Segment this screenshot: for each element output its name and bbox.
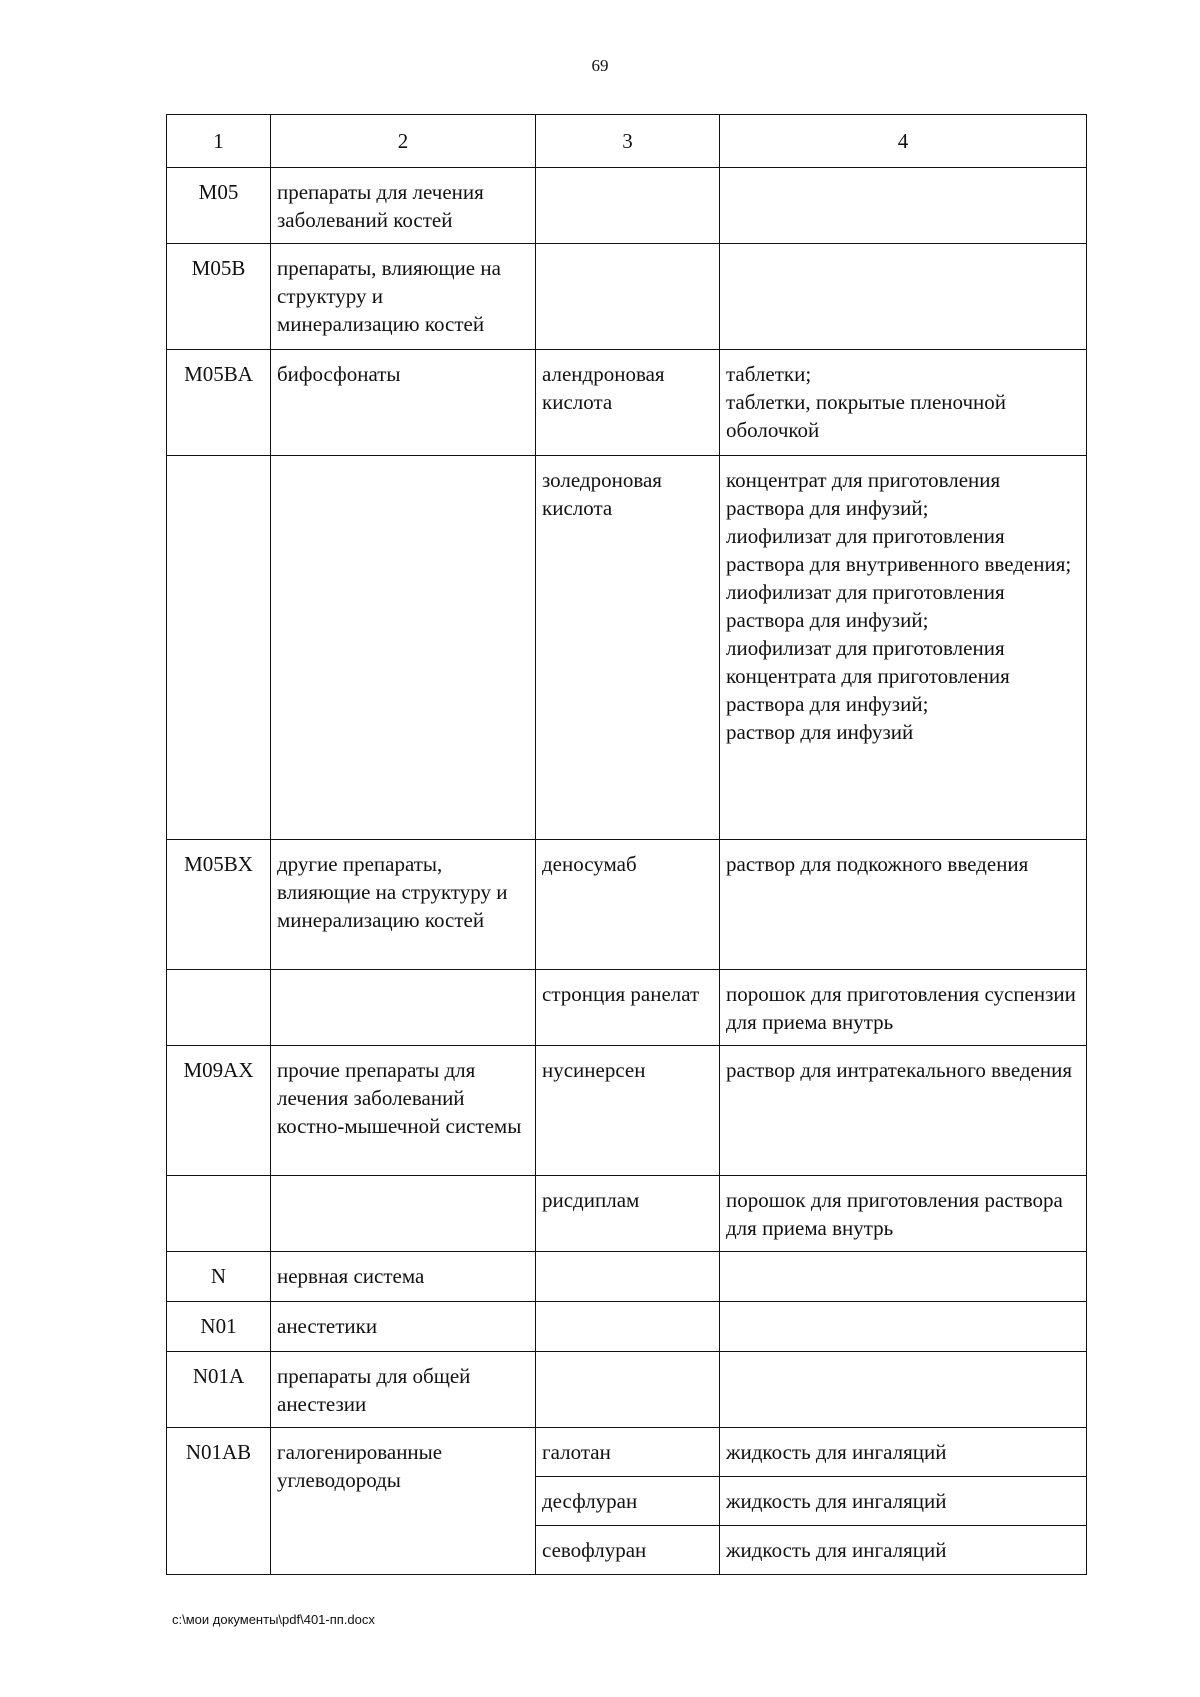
drug-name <box>536 1302 720 1352</box>
table-header-row <box>167 115 1087 168</box>
dosage-forms: жидкость для ингаляций <box>720 1477 1087 1526</box>
dosage-forms <box>720 456 1087 840</box>
atc-code: M05BX <box>167 840 271 970</box>
pharm-group <box>271 1176 536 1252</box>
table-row <box>167 1302 1087 1352</box>
dosage-form: порошок для приготовления раствора для приема внутрь <box>726 1188 1063 1240</box>
dosage-form: раствор для подкожного введения <box>726 852 1029 876</box>
dosage-forms: жидкость для ингаляций <box>720 1526 1087 1575</box>
pharm-group <box>271 456 536 840</box>
header-col-3: 3 <box>536 115 720 168</box>
dosage-form: лиофилизат для приготовления концентрата для приготовления раствора для инфузий; <box>726 636 1010 716</box>
atc-code: M05B <box>167 244 271 350</box>
drug-name <box>536 244 720 350</box>
atc-code <box>167 970 271 1046</box>
atc-code: N01AB <box>167 1428 271 1575</box>
dosage-forms <box>720 1046 1087 1176</box>
dosage-forms <box>720 1176 1087 1252</box>
atc-code <box>167 456 271 840</box>
pharm-group: бифосфонаты <box>271 350 536 456</box>
drug-name: севофлуран <box>536 1526 720 1575</box>
pharm-group: галогенированные углеводороды <box>271 1428 536 1575</box>
dosage-forms <box>720 350 1087 456</box>
footer-file-path: c:\мои документы\pdf\401-пп.docx <box>172 1612 375 1627</box>
table-row <box>167 1428 1087 1477</box>
drug-name <box>536 168 720 244</box>
drug-name: стронция ранелат <box>536 970 720 1046</box>
atc-code <box>167 1176 271 1252</box>
atc-code: N01A <box>167 1352 271 1428</box>
pharm-group: другие препараты, влияющие на структуру и минерализацию костей <box>271 840 536 970</box>
dosage-form: концентрат для приготовления раствора для инфузий; <box>726 468 1001 520</box>
pharm-group: нервная система <box>271 1252 536 1302</box>
dosage-forms <box>720 840 1087 970</box>
pharm-group: анестетики <box>271 1302 536 1352</box>
pharm-group: прочие препараты для лечения заболеваний костно-мышечной системы <box>271 1046 536 1176</box>
pharm-group: препараты для общей анестезии <box>271 1352 536 1428</box>
drug-name: алендроновая кислота <box>536 350 720 456</box>
table-row <box>167 168 1087 244</box>
dosage-form: раствор для инфузий <box>726 720 914 744</box>
dosage-forms <box>720 1252 1087 1302</box>
drug-name: галотан <box>536 1428 720 1477</box>
drug-name: десфлуран <box>536 1477 720 1526</box>
atc-code: N01 <box>167 1302 271 1352</box>
atc-code: M05BA <box>167 350 271 456</box>
drug-name: нусинерсен <box>536 1046 720 1176</box>
atc-code: M09AX <box>167 1046 271 1176</box>
table-row <box>167 1352 1087 1428</box>
dosage-forms <box>720 1352 1087 1428</box>
pharm-group <box>271 970 536 1046</box>
table-row <box>167 244 1087 350</box>
header-col-4: 4 <box>720 115 1087 168</box>
table-row <box>167 1046 1087 1176</box>
drug-table <box>166 114 1087 1575</box>
header-col-1: 1 <box>167 115 271 168</box>
table-row <box>167 350 1087 456</box>
dosage-forms <box>720 1302 1087 1352</box>
dosage-forms <box>720 970 1087 1046</box>
drug-name: рисдиплам <box>536 1176 720 1252</box>
dosage-form: лиофилизат для приготовления раствора для инфузий; <box>726 580 1005 632</box>
dosage-forms <box>720 244 1087 350</box>
dosage-form: таблетки, покрытые пленочной оболочкой <box>726 390 1007 442</box>
table-row <box>167 1176 1087 1252</box>
table-row <box>167 456 1087 840</box>
page-number: 69 <box>591 56 609 75</box>
table-row <box>167 840 1087 970</box>
header-col-2: 2 <box>271 115 536 168</box>
table-row <box>167 1252 1087 1302</box>
dosage-form: лиофилизат для приготовления раствора для внутривенного введения; <box>726 524 1072 576</box>
pharm-group: препараты, влияющие на структуру и минерализацию костей <box>271 244 536 350</box>
drug-name: золедроновая кислота <box>536 456 720 840</box>
dosage-forms <box>720 168 1087 244</box>
dosage-forms: жидкость для ингаляций <box>720 1428 1087 1477</box>
dosage-form: раствор для интратекального введения <box>726 1058 1073 1082</box>
dosage-form: таблетки; <box>726 362 812 386</box>
dosage-form: порошок для приготовления суспензии для приема внутрь <box>726 982 1076 1034</box>
pharm-group: препараты для лечения заболеваний костей <box>271 168 536 244</box>
drug-name <box>536 1352 720 1428</box>
drug-name <box>536 1252 720 1302</box>
drug-name: деносумаб <box>536 840 720 970</box>
atc-code: N <box>167 1252 271 1302</box>
atc-code: M05 <box>167 168 271 244</box>
table-row <box>167 970 1087 1046</box>
